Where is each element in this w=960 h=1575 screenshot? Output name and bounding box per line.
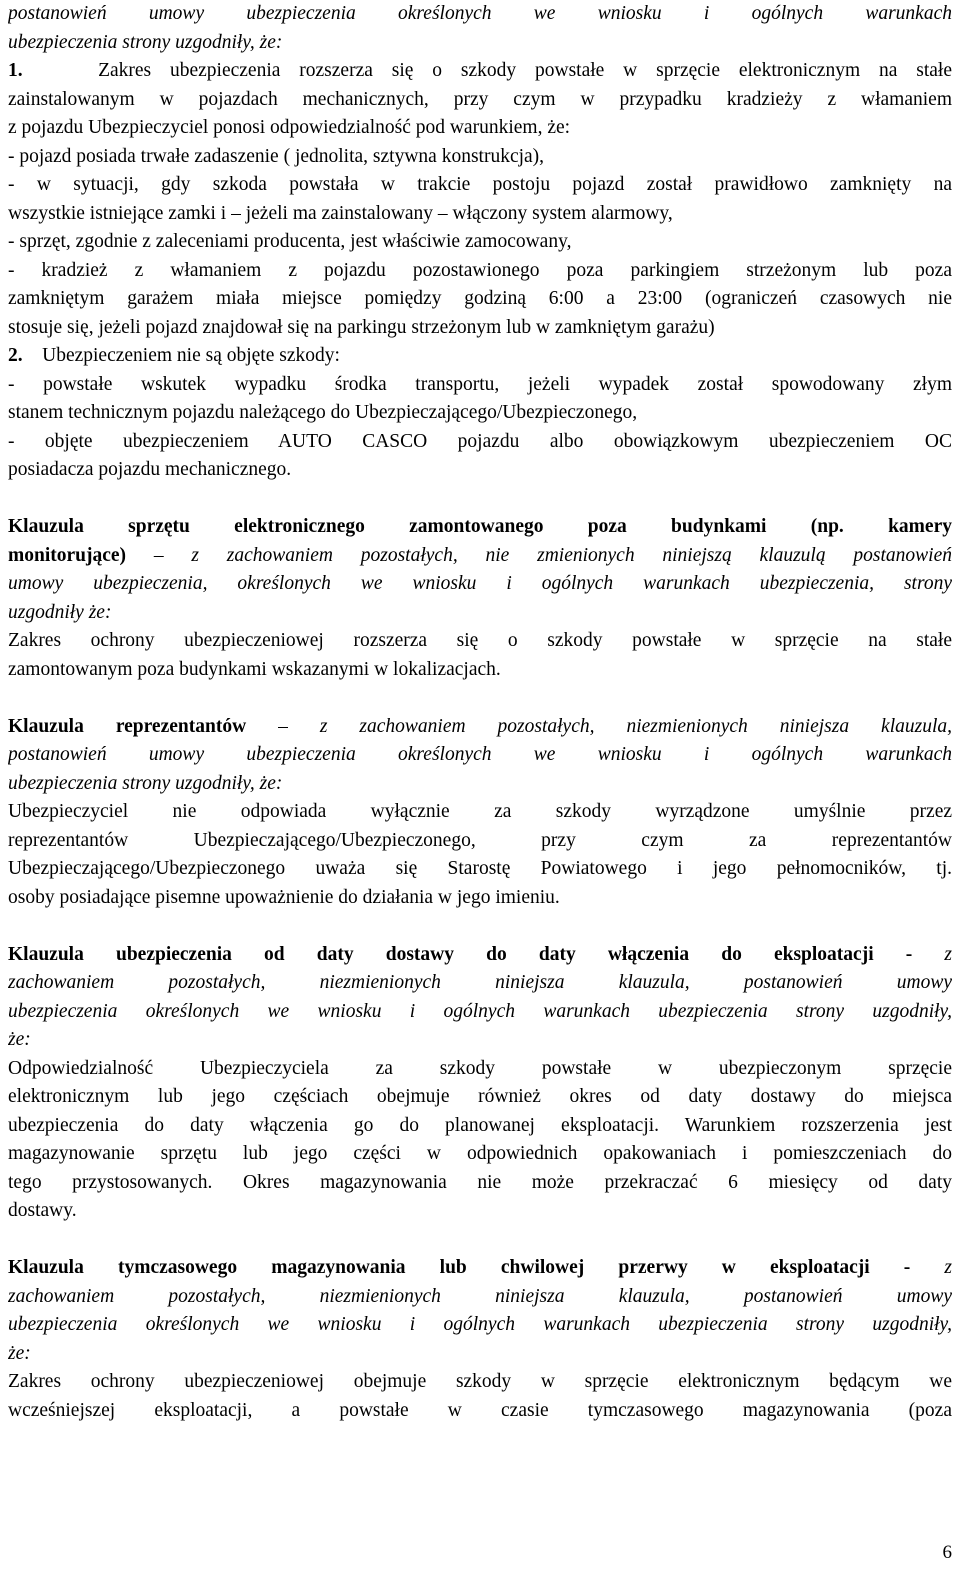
text-line: zachowaniem pozostałych, niezmienionych niniejsza klauzula, postanowień umowy	[8, 1285, 952, 1307]
text-line: - sprzęt, zgodnie z zaleceniami producenta, jest właściwie zamocowany,	[8, 231, 572, 252]
text-line: że:	[8, 1029, 31, 1050]
text-fragment: Ubezpieczeniem nie są objęte szkody:	[42, 345, 340, 366]
clause-representatives	[8, 713, 952, 913]
text-fragment: – z zachowaniem pozostałych, niezmienionych niniejsza klauzula,	[246, 715, 952, 737]
text-line: Odpowiedzialność Ubezpieczyciela za szkody powstałe w ubezpieczonym sprzęcie	[8, 1057, 952, 1079]
text-line: postanowień umowy ubezpieczenia określonych we wniosku i ogólnych warunkach	[8, 744, 952, 765]
item-number: 1.	[8, 60, 23, 81]
text-line: wszystkie istniejące zamki i – jeżeli ma zainstalowany – włączony system alarmowy,	[8, 202, 673, 224]
text-line: - powstałe wskutek wypadku środka transportu, jeżeli wypadek został spowodowany złym	[8, 373, 952, 395]
text-line: stanem technicznym pojazdu należącego do Ubezpieczającego/Ubezpieczonego,	[8, 402, 638, 423]
text-line: zainstalowanym w pojazdach mechanicznych, przy czym w przypadku kradzieży z włamaniem	[8, 88, 952, 110]
item-2	[8, 342, 952, 485]
spacer	[8, 485, 952, 514]
text-line: stosuje się, jeżeli pojazd znajdował się na parkingu strzeżonym lub w zamkniętym garażu)	[8, 316, 715, 338]
text-fragment: z	[910, 1257, 952, 1278]
text-line	[8, 342, 952, 371]
text-line: ubezpieczenia strony uzgodniły, że:	[8, 31, 283, 53]
text-line: dostawy.	[8, 1200, 77, 1221]
page-number: 6	[942, 1541, 952, 1563]
clause-title: Klauzula tymczasowego magazynowania lub chwilowej przerwy w eksploatacji -	[8, 1257, 911, 1278]
text-line: - kradzież z włamaniem z pojazdu pozostawionego poza parkingiem strzeżonym lub poza	[8, 259, 952, 281]
text-fragment: z	[912, 943, 952, 965]
clause-electronic-outside	[8, 513, 952, 684]
text-line: - w sytuacji, gdy szkoda powstała w trakcie postoju pojazd został prawidłowo zamknięty na	[8, 174, 952, 195]
text-line	[8, 1254, 952, 1283]
intro-block	[8, 0, 952, 57]
clause-delivery	[8, 941, 952, 1226]
text-line: zamkniętym garażem miała miejsce pomiędzy godziną 6:00 a 23:00 (ograniczeń czasowych nie	[8, 288, 952, 309]
spacer	[8, 684, 952, 713]
spacer	[8, 1226, 952, 1255]
text-line: osoby posiadające pisemne upoważnienie do działania w jego imieniu.	[8, 886, 560, 908]
text-line: ubezpieczenia strony uzgodniły, że:	[8, 772, 283, 794]
text-line: reprezentantów Ubezpieczającego/Ubezpieczonego, przy czym za reprezentantów	[8, 829, 952, 851]
text-line: ubezpieczenia określonych we wniosku i ogólnych warunkach ubezpieczenia strony uzgodniły,	[8, 1314, 952, 1335]
text-line: Ubezpieczającego/Ubezpieczonego uważa się Starostę Powiatowego i jego pełnomocników, tj.	[8, 858, 952, 879]
clause-title-fragment: monitorujące)	[8, 544, 127, 566]
text-line: Ubezpieczyciel nie odpowiada wyłącznie za szkody wyrządzone umyślnie przez	[8, 801, 952, 822]
text-line: - objęte ubezpieczeniem AUTO CASCO pojazdu albo obowiązkowym ubezpieczeniem OC	[8, 430, 952, 452]
text-line: tego przystosowanych. Okres magazynowania nie może przekraczać 6 miesięcy od daty	[8, 1171, 952, 1193]
item-number: 2.	[8, 345, 23, 366]
text-fragment: Zakres ubezpieczenia rozszerza się o szkody powstałe w sprzęcie elektronicznym na stałe	[98, 60, 952, 81]
text-line: zachowaniem pozostałych, niezmienionych niniejsza klauzula, postanowień umowy	[8, 972, 952, 993]
text-line: umowy ubezpieczenia, określonych we wniosku i ogólnych warunkach ubezpieczenia, strony	[8, 573, 952, 594]
text-line: posiadacza pojazdu mechanicznego.	[8, 459, 292, 480]
text-line: zamontowanym poza budynkami wskazanymi w lokalizacjach.	[8, 658, 501, 680]
clause-title: Klauzula ubezpieczenia od daty dostawy do daty włączenia do eksploatacji -	[8, 943, 913, 965]
clause-storage	[8, 1254, 952, 1425]
text-line: ubezpieczenia do daty włączenia go do planowanej eksploatacji. Warunkiem rozszerzenia jest	[8, 1114, 952, 1136]
text-line	[8, 542, 952, 571]
clause-title: Klauzula reprezentantów	[8, 715, 247, 737]
text-line	[8, 713, 952, 742]
text-line: postanowień umowy ubezpieczenia określonych we wniosku i ogólnych warunkach	[8, 3, 952, 24]
text-line: Zakres ochrony ubezpieczeniowej obejmuje szkody w sprzęcie elektronicznym będącym we	[8, 1371, 952, 1392]
text-line: wcześniejszej eksploatacji, a powstałe w czasie tymczasowego magazynowania (poza	[8, 1399, 952, 1421]
text-line: magazynowanie sprzętu lub jego części w odpowiednich opakowaniach i pomieszczeniach do	[8, 1143, 952, 1164]
item-1	[8, 57, 952, 342]
text-line: - pojazd posiada trwałe zadaszenie ( jednolita, sztywna konstrukcja),	[8, 145, 545, 167]
text-line: uzgodniły że:	[8, 601, 112, 623]
text-line: Zakres ochrony ubezpieczeniowej rozszerza się o szkody powstałe w sprzęcie na stałe	[8, 630, 952, 651]
text-line: że:	[8, 1342, 31, 1364]
text-line	[8, 57, 952, 86]
text-line: z pojazdu Ubezpieczyciel ponosi odpowiedzialność pod warunkiem, że:	[8, 117, 571, 138]
clause-title: Klauzula sprzętu elektronicznego zamontowanego poza budynkami (np. kamery	[8, 516, 952, 537]
text-line: ubezpieczenia określonych we wniosku i ogólnych warunkach ubezpieczenia strony uzgodniły,	[8, 1000, 952, 1022]
text-line: elektronicznym lub jego częściach obejmuje również okres od daty dostawy do miejsca	[8, 1086, 952, 1107]
spacer	[8, 912, 952, 941]
text-fragment: – z zachowaniem pozostałych, nie zmienionych niniejszą klauzulą postanowień	[126, 544, 952, 566]
text-line	[8, 941, 952, 970]
document-content	[8, 0, 952, 1425]
